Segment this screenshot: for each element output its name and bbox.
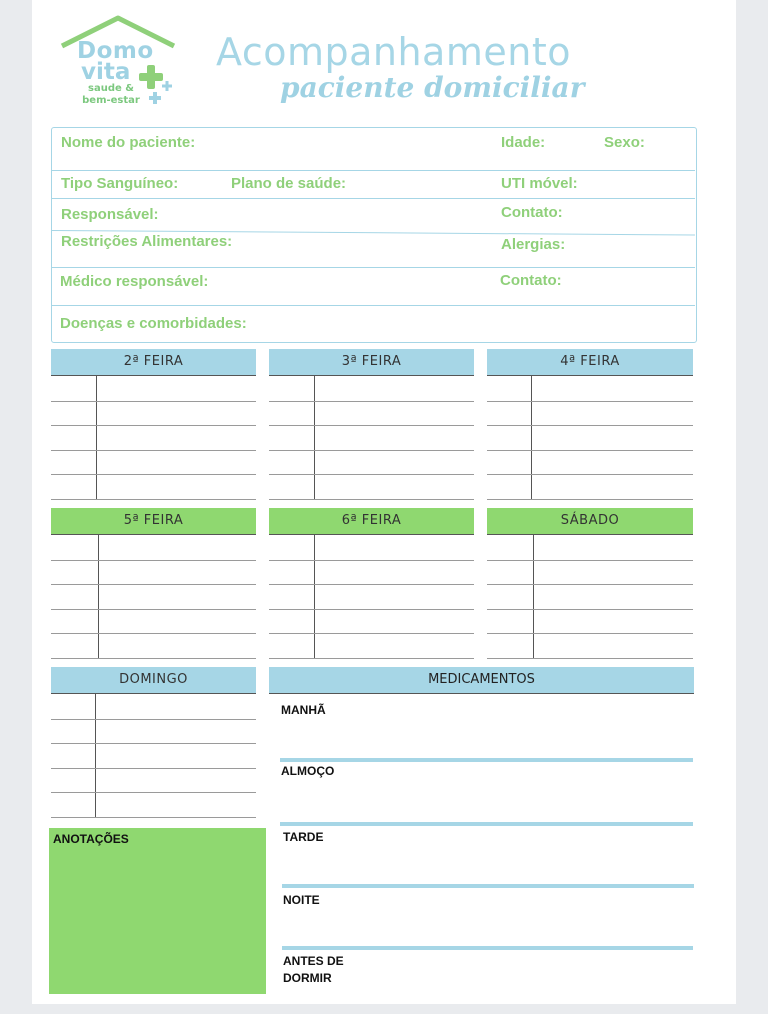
grid-row-line <box>487 560 693 561</box>
medical-cross-icon <box>138 64 164 90</box>
grid-row-line <box>269 584 474 585</box>
field-medico[interactable]: Médico responsável: <box>60 273 209 290</box>
grid-row-line <box>51 560 256 561</box>
field-doencas[interactable]: Doenças e comorbidades: <box>60 315 247 332</box>
grid-row-line <box>51 658 256 659</box>
grid-row-line <box>487 474 693 475</box>
med-line-noite[interactable] <box>282 946 693 950</box>
day-header-domingo: DOMINGO <box>51 667 256 694</box>
med-label-manha: MANHÃ <box>281 703 326 717</box>
logo-text-vita: vita <box>81 59 131 85</box>
medicamentos-header: MEDICAMENTOS <box>269 667 694 694</box>
grid-column-divider <box>531 376 532 499</box>
field-idade[interactable]: Idade: <box>501 134 546 151</box>
page-subtitle: paciente domiciliar <box>280 71 585 104</box>
grid-row-line <box>269 474 474 475</box>
field-nome[interactable]: Nome do paciente: <box>61 134 196 151</box>
grid-column-divider <box>533 535 534 658</box>
grid-row-line <box>51 474 256 475</box>
logo-text-domo: Domo <box>77 38 154 64</box>
day-header-sabado: SÁBADO <box>487 508 693 535</box>
page-title: Acompanhamento <box>216 30 571 74</box>
grid-row-line <box>51 768 256 769</box>
grid-row-line <box>487 450 693 451</box>
grid-row-line <box>487 584 693 585</box>
grid-row-line <box>51 584 256 585</box>
small-cross-icon <box>162 81 172 91</box>
grid-row-line <box>487 633 693 634</box>
notes-label: ANOTAÇÕES <box>53 832 129 846</box>
med-label-antes-dormir-2: DORMIR <box>283 971 332 985</box>
small-cross-icon <box>149 92 161 104</box>
grid-row-line <box>51 609 256 610</box>
med-line-manha[interactable] <box>280 758 693 762</box>
form-page <box>32 0 736 1004</box>
grid-row-line <box>269 560 474 561</box>
grid-row-line <box>269 658 474 659</box>
grid-column-divider <box>95 694 96 817</box>
day-header-6a-feira: 6ª FEIRA <box>269 508 474 535</box>
notes-box[interactable] <box>49 828 266 994</box>
field-alergias[interactable]: Alergias: <box>501 236 566 253</box>
grid-row-line <box>51 633 256 634</box>
med-label-tarde: TARDE <box>283 830 324 844</box>
grid-row-line <box>51 450 256 451</box>
grid-row-line <box>51 792 256 793</box>
grid-row-line <box>269 499 474 500</box>
grid-row-line <box>487 401 693 402</box>
med-line-almoco[interactable] <box>280 822 693 826</box>
day-header-4a-feira: 4ª FEIRA <box>487 349 693 376</box>
grid-row-line <box>269 450 474 451</box>
grid-column-divider <box>314 535 315 658</box>
grid-row-line <box>269 425 474 426</box>
day-header-5a-feira: 5ª FEIRA <box>51 508 256 535</box>
grid-row-line <box>51 499 256 500</box>
field-restricoes[interactable]: Restrições Alimentares: <box>61 233 233 250</box>
field-sexo[interactable]: Sexo: <box>604 134 645 151</box>
grid-column-divider <box>98 535 99 658</box>
grid-column-divider <box>96 376 97 499</box>
grid-row-line <box>269 633 474 634</box>
field-tipo-sanguineo[interactable]: Tipo Sanguíneo: <box>61 175 179 192</box>
med-label-noite: NOITE <box>283 893 320 907</box>
grid-row-line <box>487 658 693 659</box>
field-plano-saude[interactable]: Plano de saúde: <box>231 175 347 192</box>
field-uti-movel[interactable]: UTI móvel: <box>501 175 578 192</box>
field-responsavel[interactable]: Responsável: <box>61 206 159 223</box>
field-contato-responsavel[interactable]: Contato: <box>501 204 563 221</box>
med-label-almoco: ALMOÇO <box>281 764 335 778</box>
logo-tagline: saude & bem-estar <box>82 83 140 106</box>
grid-row-line <box>51 401 256 402</box>
grid-row-line <box>51 817 256 818</box>
grid-row-line <box>51 425 256 426</box>
grid-row-line <box>269 401 474 402</box>
grid-column-divider <box>314 376 315 499</box>
grid-row-line <box>487 609 693 610</box>
info-divider <box>52 305 695 306</box>
med-label-antes-dormir-1: ANTES DE <box>283 954 344 968</box>
day-header-2a-feira: 2ª FEIRA <box>51 349 256 376</box>
field-contato-medico[interactable]: Contato: <box>500 272 562 289</box>
info-divider <box>52 198 695 199</box>
info-divider <box>52 267 695 268</box>
grid-row-line <box>51 743 256 744</box>
med-line-tarde[interactable] <box>282 884 694 888</box>
grid-row-line <box>487 425 693 426</box>
grid-row-line <box>51 719 256 720</box>
day-header-3a-feira: 3ª FEIRA <box>269 349 474 376</box>
grid-row-line <box>487 499 693 500</box>
grid-row-line <box>269 609 474 610</box>
info-divider <box>52 170 695 171</box>
